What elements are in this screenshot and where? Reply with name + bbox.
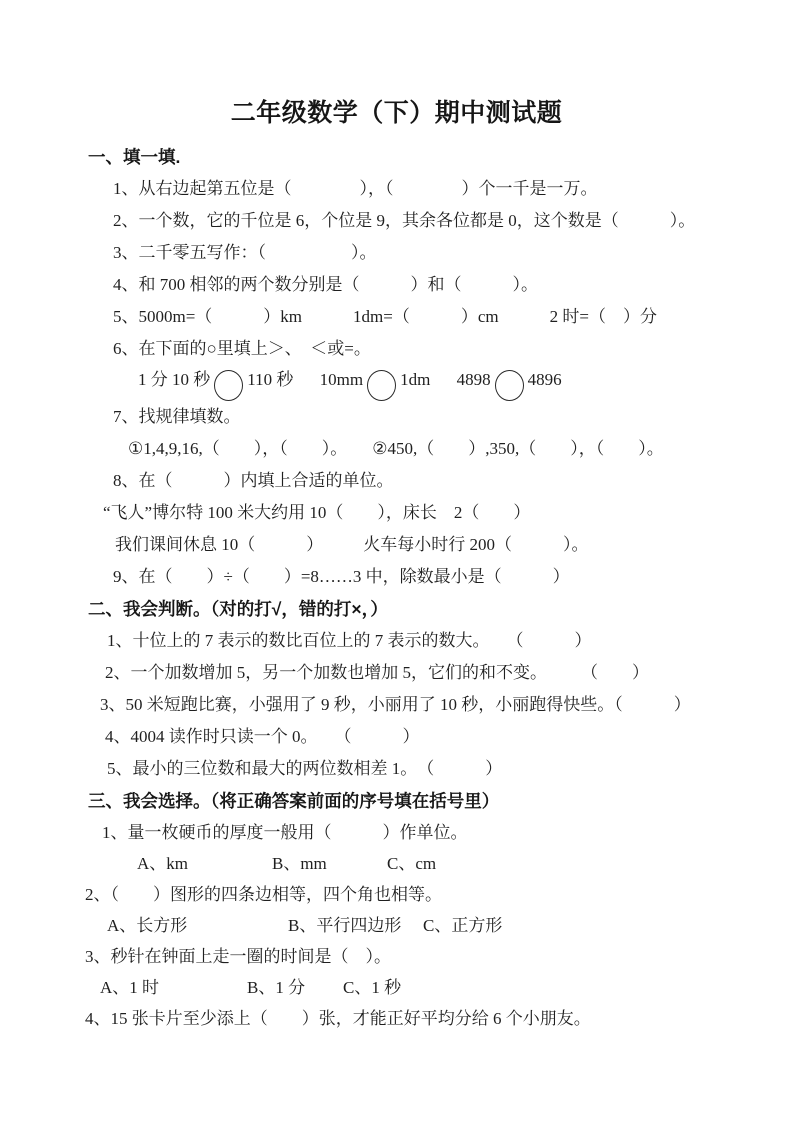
s2-question-2: 2、一个加数增加 5，另一个加数也增加 5，它们的和不变。 （ ） <box>105 663 649 682</box>
s1-question-4: 4、和 700 相邻的两个数分别是（ ）和（ ）。 <box>113 275 538 294</box>
s2-question-4: 4、4004 读作时只读一个 0。 （ ） <box>105 727 420 746</box>
compare-circle-1 <box>214 370 243 401</box>
s1-q7-patterns <box>128 433 793 465</box>
compare-right-3: 4896 <box>527 370 562 389</box>
s1-question-1: 1、从右边起第五位是（ ），（ ）个一千是一万。 <box>113 179 598 198</box>
s1-question-8: 8、在（ ）内填上合适的单位。 <box>113 471 394 490</box>
s1-question-9: 9、在（ ）÷（ ）=8……3 中，除数最小是（ ） <box>113 567 570 586</box>
compare-right-2: 1dm <box>400 370 431 389</box>
s2-question-1: 1、十位上的 7 表示的数比百位上的 7 表示的数大。 （ ） <box>107 631 592 650</box>
s2-question-3: 3、50 米短跑比赛，小强用了 9 秒，小丽用了 10 秒，小丽跑得快些。（ ） <box>100 695 691 714</box>
s1-q6-compare-row <box>138 365 793 401</box>
s3-question-1: 1、量一枚硬币的厚度一般用（ ）作单位。 <box>102 823 468 842</box>
s1-q7-pattern-2: ②450,（ ）,350,（ ），（ ）。 <box>372 439 664 458</box>
s3-question-3: 3、秒针在钟面上走一圈的时间是（ ）。 <box>85 947 391 966</box>
s3-q1-options <box>137 848 793 879</box>
s1-question-3: 3、二千零五写作：（ ）。 <box>113 243 377 262</box>
compare-group-3 <box>457 365 562 401</box>
s1-question-5: 5、5000m=（ ）km 1dm=（ ）cm 2 时=（ ）分 <box>113 307 657 326</box>
compare-right-1: 110 秒 <box>247 370 294 389</box>
s1-question-6: 6、在下面的○里填上＞、 ＜或=。 <box>113 339 371 358</box>
s1-q8-sub2-left: 我们课间休息 10（ ） <box>115 535 324 554</box>
compare-left-3: 4898 <box>456 370 491 389</box>
s1-q7-pattern-1: ①1,4,9,16,（ ），（ ）。 <box>128 439 348 458</box>
compare-circle-3 <box>495 370 524 401</box>
compare-left-2: 10mm <box>319 370 364 389</box>
s1-q8-sub2-right: 火车每小时行 200（ ）。 <box>363 535 589 554</box>
s1-question-7: 7、找规律填数。 <box>113 407 241 426</box>
s3-q1-option-c: C、cm <box>387 854 437 873</box>
s3-q3-option-c: C、1 秒 <box>343 978 402 997</box>
s3-question-4: 4、15 张卡片至少添上（ ）张，才能正好平均分给 6 个小朋友。 <box>85 1009 591 1028</box>
s1-q8-sub1: “飞人”博尔特 100 米大约用 10（ ），床长 2（ ） <box>103 503 531 522</box>
s3-q3-options <box>100 972 793 1003</box>
s3-q1-option-a: A、km <box>137 854 188 873</box>
s2-question-5: 5、最小的三位数和最大的两位数相差 1。 （ ） <box>107 759 503 778</box>
s3-question-2: 2、（ ）图形的四条边相等，四个角也相等。 <box>85 885 442 904</box>
compare-group-1 <box>138 365 293 401</box>
s3-q1-option-b: B、mm <box>272 854 327 873</box>
section2-heading: 二、我会判断。（对的打√，错的打×，） <box>88 599 388 619</box>
s3-q3-option-a: A、1 时 <box>100 978 160 997</box>
s3-q3-option-b: B、1 分 <box>247 978 306 997</box>
compare-group-2 <box>320 365 431 401</box>
s1-q8-sub2 <box>115 529 793 561</box>
page-title: 二年级数学（下）期中测试题 <box>230 99 563 127</box>
s3-q2-option-c: C、正方形 <box>423 916 503 935</box>
s3-q2-option-a: A、长方形 <box>107 916 188 935</box>
section3-heading: 三、我会选择。（将正确答案前面的序号填在括号里） <box>88 791 500 811</box>
compare-left-1: 1 分 10 秒 <box>138 370 211 389</box>
s3-q2-options <box>107 910 793 941</box>
s1-question-2: 2、一个数，它的千位是 6，个位是 9，其余各位都是 0，这个数是（ ）。 <box>113 211 696 230</box>
compare-circle-2 <box>367 370 396 401</box>
section1-heading: 一、填一填. <box>88 147 181 167</box>
s3-q2-option-b: B、平行四边形 <box>288 916 402 935</box>
